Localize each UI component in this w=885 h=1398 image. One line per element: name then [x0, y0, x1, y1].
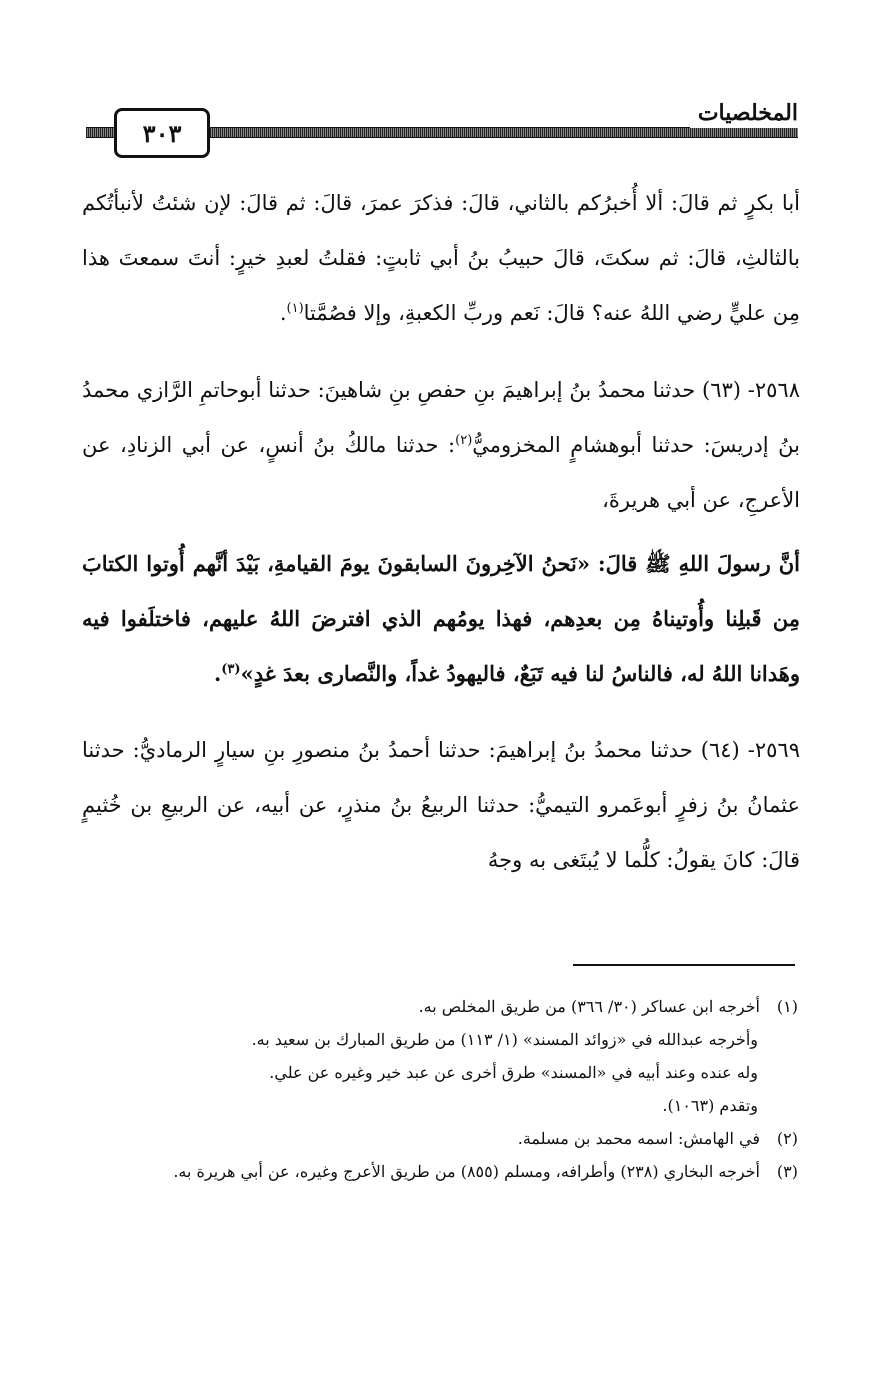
book-title: المخلصيات — [690, 98, 798, 128]
main-text — [82, 176, 800, 888]
footnotes — [82, 990, 798, 1188]
footnote-1-line-3 — [82, 1056, 798, 1089]
paragraph-text: حدثنا محمدُ بنُ إبراهيمَ: حدثنا أحمدُ بنُ منصورِ بنِ سيارٍ الرماديُّ: حدثنا عثمانُ بنُ زفرٍ أبوعَمرو التيميُّ: حدثنا الربيعُ بنُ منذرٍ، عن أبيه، عن الربيعِ بن خُثيمٍ قالَ: كانَ يقولُ: كلُّما لا يُبتَغى به وجهُ — [82, 738, 800, 872]
footnote-1-line-4 — [82, 1089, 798, 1122]
footnote-text: أخرجه ابن عساكر (٣٠/ ٣٦٦) من طريق المخلص به. — [418, 997, 760, 1016]
paragraph-text: أنَّ رسولَ اللهِ ﷺ قالَ: «نَحنُ الآخِرونَ السابقونَ يومَ القيامةِ، بَيْدَ أنَّهم أُوتوا الكتابَ مِن قَبلِنا وأُوتيناهُ مِن بعدِهم، فهذا يومُهم الذي افترضَ اللهُ عليهم، فاختلَفوا فيه وهَدانا اللهُ له، فالناسُ لنا فيه تَبَعٌ، فاليهودُ غداً، والنَّصارى بعدَ غدٍ» — [82, 551, 800, 686]
footnote-1 — [82, 990, 798, 1023]
paragraph-text: حدثنا محمدُ بنُ إبراهيمَ بنِ حفصِ بنِ شاهينَ: حدثنا أبوحاتمِ الرَّازي محمدُ بنُ إدريسَ: حدثنا أبوهشامٍ المخزوميُّ — [82, 378, 800, 457]
hadith-2569-chain — [82, 723, 800, 888]
paragraph-text-end: . — [213, 661, 222, 686]
paragraph-text-end: : حدثنا مالكُ بنُ أنسٍ، عن أبي الزنادِ، عن الأعرجِ، عن أبي هريرةَ، — [82, 433, 800, 512]
footnote-reference: (٣) — [221, 662, 241, 677]
footnote-reference: (٢) — [455, 433, 473, 448]
footnote-text: في الهامش: اسمه محمد بن مسلمة. — [517, 1129, 760, 1148]
footnote-separator — [573, 964, 795, 966]
hadith-number: ٢٥٦٩- (٦٤) — [700, 738, 800, 762]
paragraph-continuation — [82, 176, 800, 341]
footnote-1-line-2 — [82, 1023, 798, 1056]
hadith-2568-matn — [82, 536, 800, 701]
footnote-text: أخرجه البخاري (٢٣٨) وأطرافه، ومسلم (٨٥٥) من طريق الأعرج وغيره، عن أبي هريرة به. — [173, 1162, 760, 1181]
footnote-reference: (١) — [286, 301, 304, 316]
footnote-marker: (١) — [776, 997, 798, 1016]
footnote-marker: (٣) — [776, 1162, 798, 1181]
hadith-number: ٢٥٦٨- (٦٣) — [702, 378, 800, 402]
paragraph-text-end: . — [279, 301, 287, 325]
footnote-marker: (٢) — [776, 1129, 798, 1148]
footnote-2 — [82, 1122, 798, 1155]
footnote-3 — [82, 1155, 798, 1188]
footnote-text: وتقدم (١٠٦٣). — [662, 1096, 758, 1115]
footnote-text: وله عنده وعند أبيه في «المسند» طرق أخرى عن عبد خير وغيره عن علي. — [269, 1063, 758, 1082]
footnote-text: وأخرجه عبدالله في «زوائد المسند» (١/ ١١٣) من طريق المبارك بن سعيد به. — [251, 1030, 758, 1049]
hadith-2568-chain — [82, 363, 800, 528]
page-number: ٣٠٣ — [114, 108, 210, 158]
running-header — [86, 98, 798, 158]
paragraph-text: أبا بكرٍ ثم قالَ: ألا أُخبرُكم بالثاني، قالَ: فذكرَ عمرَ، قالَ: ثم قالَ: لإن شئتُ لأنبأتُكم بالثالثِ، قالَ: ثم سكتَ، قالَ حبيبُ بنُ أبي ثابتٍ: فقلتُ لعبدِ خيرٍ: أنتَ سمعتَ هذا مِن عليٍّ رضي اللهُ عنه؟ قالَ: نَعم وربِّ الكعبةِ، وإلا فصُمَّتا — [82, 191, 800, 325]
